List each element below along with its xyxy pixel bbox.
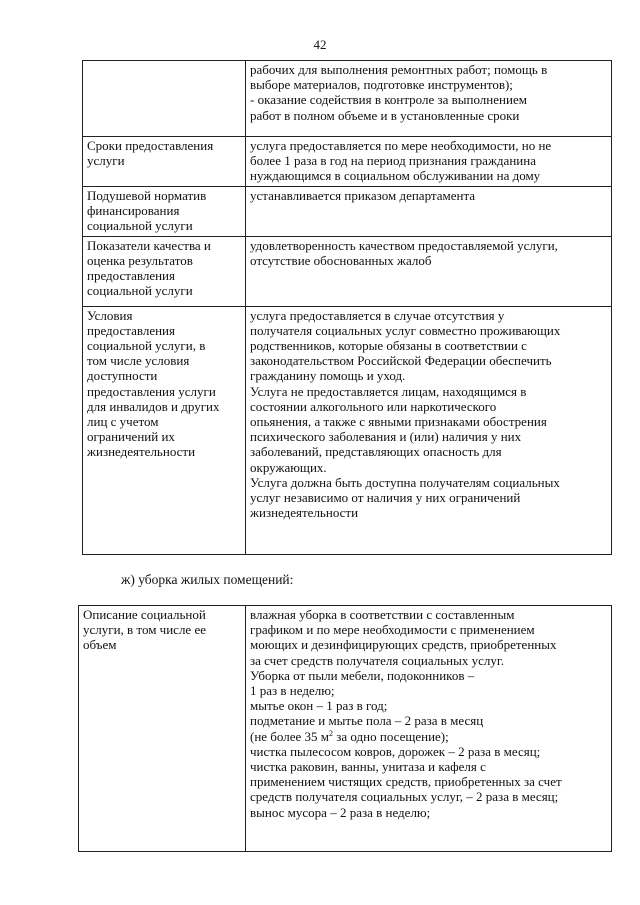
row-label: социальной услуги <box>87 283 193 299</box>
row-label: услуги, в том числе ее <box>83 622 206 638</box>
area-suffix: за одно посещение); <box>333 728 449 744</box>
row-label: предоставления услуги <box>87 383 216 399</box>
text-line: - оказание содействия в контроле за выполнением <box>250 92 527 108</box>
row-value-cell <box>246 306 612 554</box>
table-row <box>83 61 612 137</box>
text-line: психического заболевания и (или) наличия у них <box>250 429 522 445</box>
text-line: более 1 раза в год на период признания гражданина <box>250 153 536 169</box>
text-line-area <box>250 729 607 744</box>
text-line: средств получателя социальных услуг, – 2 раза в месяц; <box>250 789 559 805</box>
table-row <box>83 306 612 554</box>
area-superscript: 2 <box>329 728 334 738</box>
text-line: окружающих. <box>250 459 327 475</box>
row-label: лиц с учетом <box>87 414 159 430</box>
text-line: вынос мусора – 2 раза в неделю; <box>250 804 431 820</box>
table-row <box>83 236 612 306</box>
text-line: услуга предоставляется в случае отсутствия у <box>250 307 505 323</box>
text-line: законодательством Российской Федерации обеспечить <box>250 353 552 369</box>
text-line: опьянения, а также с явными признаками обострения <box>250 414 547 430</box>
row-label-cell <box>83 186 246 236</box>
row-value-cell <box>246 61 612 137</box>
row-label: социальной услуги <box>87 218 193 234</box>
row-label: Условия <box>87 307 133 323</box>
text-line: Услуга не предоставляется лицам, находящимся в <box>250 383 527 399</box>
text-line: устанавливается приказом департамента <box>250 187 476 203</box>
text-line: чистка раковин, ванны, унитаза и кафеля с <box>250 759 486 775</box>
text-line: чистка пылесосом ковров, дорожек – 2 раза в месяц; <box>250 743 541 759</box>
row-label-cell <box>83 306 246 554</box>
area-text: (не более 35 м <box>250 728 330 744</box>
text-line: подметание и мытье пола – 2 раза в месяц <box>250 713 484 729</box>
text-line: гражданину помощь и уход. <box>250 368 406 384</box>
section-heading: ж) уборка жилых помещений: <box>121 572 294 587</box>
row-label: жизнедеятельности <box>87 444 196 460</box>
text-line: за счет средств получателя социальных услуг. <box>250 652 504 668</box>
row-label-cell <box>79 606 246 852</box>
table-row <box>83 137 612 187</box>
row-label: Показатели качества и <box>87 237 211 253</box>
row-value-cell <box>246 186 612 236</box>
text-line: жизнедеятельности <box>250 505 359 521</box>
text-line: услуга предоставляется по мере необходимости, но не <box>250 138 552 153</box>
row-label-cell <box>83 137 246 187</box>
row-label: оценка результатов <box>87 252 193 268</box>
text-line: применением чистящих средств, приобретенных за счет <box>250 774 562 790</box>
text-line: Услуга должна быть доступна получателям социальных <box>250 474 560 490</box>
row-label: Описание социальной <box>83 607 206 622</box>
row-value-cell <box>246 606 612 852</box>
row-label: для инвалидов и других <box>87 398 220 414</box>
text-line: нуждающимся в социальном обслуживании на дому <box>250 168 541 184</box>
text-line: мытье окон – 1 раз в год; <box>250 698 388 714</box>
row-label: услуги <box>87 153 125 169</box>
text-line: 1 раз в неделю; <box>250 683 335 699</box>
text-line: удовлетворенность качеством предоставляемой услуги, <box>250 237 558 253</box>
row-label: ограничений их <box>87 429 175 445</box>
text-line: рабочих для выполнения ремонтных работ; помощь в <box>250 62 548 77</box>
row-label: Подушевой норматив <box>87 187 207 203</box>
row-label: Сроки предоставления <box>87 138 214 153</box>
row-value-cell <box>246 137 612 187</box>
row-label: предоставления <box>87 322 175 338</box>
row-label: доступности <box>87 368 158 384</box>
row-label: предоставления <box>87 268 175 284</box>
text-line: услуг независимо от наличия у них ограничений <box>250 490 521 506</box>
row-label: социальной услуги, в <box>87 338 206 354</box>
table-row <box>79 606 612 852</box>
text-line: получателя социальных услуг совместно проживающих <box>250 322 561 338</box>
text-line: выборе материалов, подготовке инструментов); <box>250 77 513 93</box>
table-row <box>83 186 612 236</box>
page-number: 42 <box>313 37 327 52</box>
service-table-continued <box>82 60 612 555</box>
text-line: графиком и по мере необходимости с применением <box>250 622 535 638</box>
text-line: Уборка от пыли мебели, подоконников – <box>250 667 475 683</box>
row-label-cell <box>83 61 246 137</box>
text-line: отсутствие обоснованных жалоб <box>250 252 432 268</box>
row-label: том числе условия <box>87 353 190 369</box>
text-line: влажная уборка в соответствии с составленным <box>250 607 515 622</box>
row-label: финансирования <box>87 202 180 218</box>
text-line: состоянии алкогольного или наркотического <box>250 398 497 414</box>
text-line: родственников, которые обязаны в соответствии с <box>250 338 527 354</box>
row-label-cell <box>83 236 246 306</box>
text-line: работ в полном объеме и в установленные сроки <box>250 107 520 123</box>
text-line: моющих и дезинфицирующих средств, приобретенных <box>250 637 557 653</box>
row-value-cell <box>246 236 612 306</box>
row-label: объем <box>83 637 117 653</box>
cleaning-service-table <box>78 605 612 852</box>
text-line: заболеваний, представляющих опасность для <box>250 444 502 460</box>
